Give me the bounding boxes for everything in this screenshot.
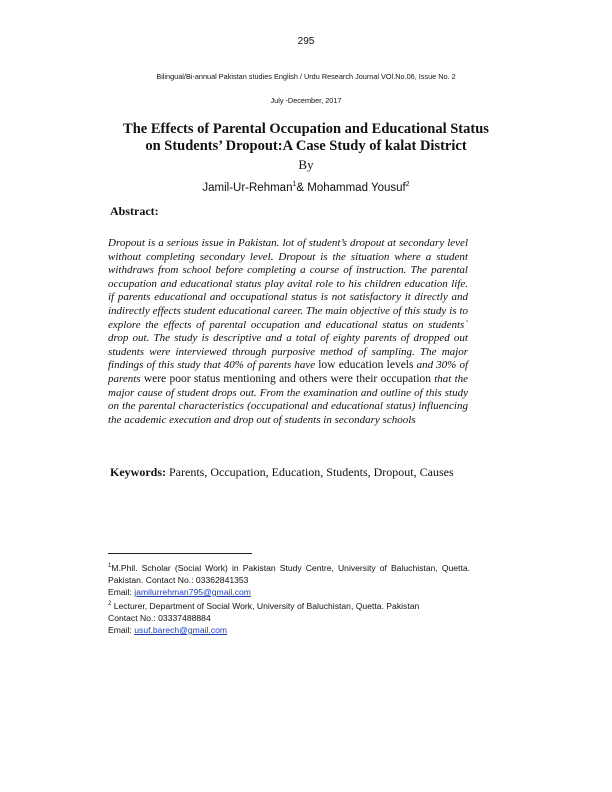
author-1: Jamil-Ur-Rehman [202,181,293,194]
footnotes [108,560,470,636]
byline-by: By [298,157,314,172]
issue-date: July -December, 2017 [270,96,342,105]
footnote-1-email-label: Email: [108,586,135,597]
keywords-label: Keywords: [110,465,166,479]
footnote-2-mark: 2 [108,600,112,607]
page-number: 295 [297,36,315,47]
footnote-2 [108,598,470,612]
title-line-1: The Effects of Parental Occupation and Educational Status [123,121,489,137]
authors [0,181,612,194]
keywords-text: Parents, Occupation, Education, Students, Dropout, Causes [169,465,454,479]
abstract-text-4: were poor status mentioning and others were their occupation [143,372,432,385]
abstract-text-2: low education levels [318,359,414,372]
title-line-2: on Students’ Dropout:A Case Study of kalat District [145,138,467,154]
footnote-1-mark: 1 [108,563,112,569]
abstract-text-5: that the major cause of student drops out. From the examination and outline of this study on the parental characteristics (occupational and educational status) influencing the academic execution and drop out of students in secondary schools [108,372,469,426]
keywords [110,465,454,480]
journal-header: Bilingual/Bi-annual Pakistan studies English / Urdu Research Journal VOl.No.06, Issue No. 2 [156,72,456,81]
abstract-text-3: and 30% of parents [108,359,469,385]
footnote-1-email-line [108,586,470,598]
author-2-footnote-mark: 2 [405,181,410,188]
footnote-2-email-link[interactable]: usuf.barech@gmail.com [134,624,228,635]
footnote-2-contact: Contact No.: 03337488884 [108,612,211,623]
footnote-divider [108,553,252,554]
footnote-2-email-line [108,624,470,636]
footnote-1-text: M.Phil. Scholar (Social Work) in Pakistan Study Centre, University of Baluchistan, Quetta. Pakistan. Contact No.: 03362841353 [108,562,470,585]
footnote-1 [108,560,470,586]
article-title [60,121,552,155]
author-2: & Mohammad Yousuf [296,181,406,194]
author-1-footnote-mark: 1 [292,181,297,188]
abstract-text-1: Dropout is a serious issue in Pakistan. lot of student’s dropout at secondary level without completing secondary level. Dropout is the situation where a student withdraws from school before completing a course of instruction. The parental occupation and educational status play avital role to his children education life. if parents educational and occupational status is not satisfactory it directly and indirectly effects student educational career. The main objective of this study is to explore the effects of parental occupation and educational status on students` drop out. The study is descriptive and a total of eighty parents of dropped out students were interviewed through purposive method of sampling. The major findings of this study that 40% of parents have [108,237,468,372]
footnote-2-email-label: Email: [108,624,135,635]
footnote-2-text: Lecturer, Department of Social Work, University of Baluchistan, Quetta. Pakistan [111,600,420,611]
footnote-1-email-link[interactable]: jamilurrehman795@gmail.com [134,586,251,597]
abstract-body [108,237,468,427]
abstract-heading: Abstract: [110,204,159,218]
